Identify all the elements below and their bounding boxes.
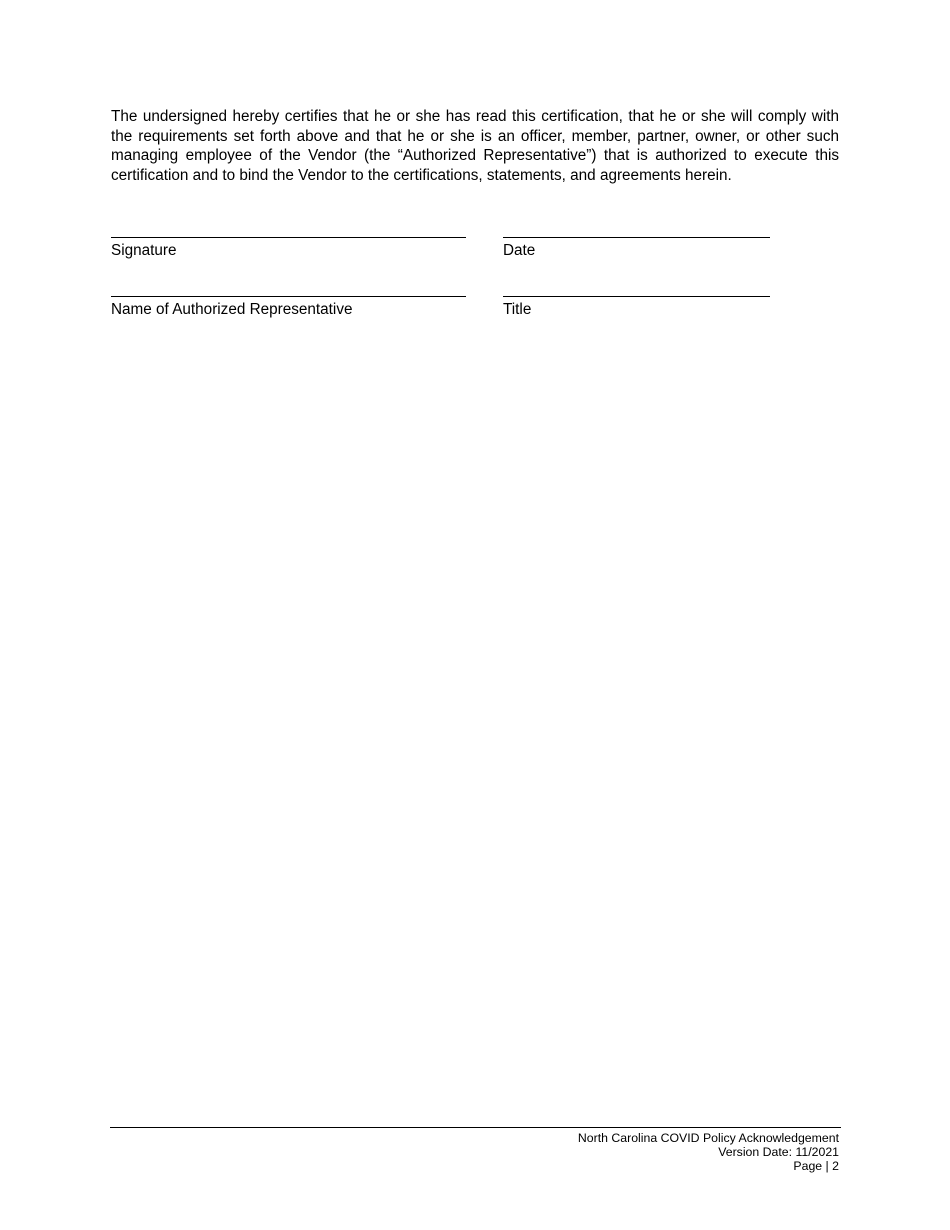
certification-paragraph: The undersigned hereby certifies that he or she has read this certification, that he or she will comply with the requirements set forth above and that he or she is an officer, member, partner, owner, or other such managing employee of the Vendor (the “Authorized Representative”) that is authorized to execute this certification and to bind the Vendor to the certifications, statements, and agreements herein. bbox=[111, 108, 839, 184]
footer-divider bbox=[110, 1127, 841, 1128]
date-label: Date bbox=[503, 242, 536, 259]
footer-version-date: Version Date: 11/2021 bbox=[718, 1145, 839, 1160]
page-footer bbox=[578, 1131, 839, 1174]
footer-document-title: North Carolina COVID Policy Acknowledgement bbox=[577, 1131, 839, 1145]
authorized-representative-name-label: Name of Authorized Representative bbox=[111, 301, 353, 318]
footer-page-number: Page | 2 bbox=[793, 1159, 839, 1174]
title-label: Title bbox=[503, 301, 532, 318]
signature-label: Signature bbox=[111, 242, 177, 259]
date-line[interactable] bbox=[503, 237, 770, 238]
title-line[interactable] bbox=[503, 296, 770, 297]
signature-line[interactable] bbox=[111, 237, 466, 238]
authorized-representative-name-line[interactable] bbox=[111, 296, 466, 297]
